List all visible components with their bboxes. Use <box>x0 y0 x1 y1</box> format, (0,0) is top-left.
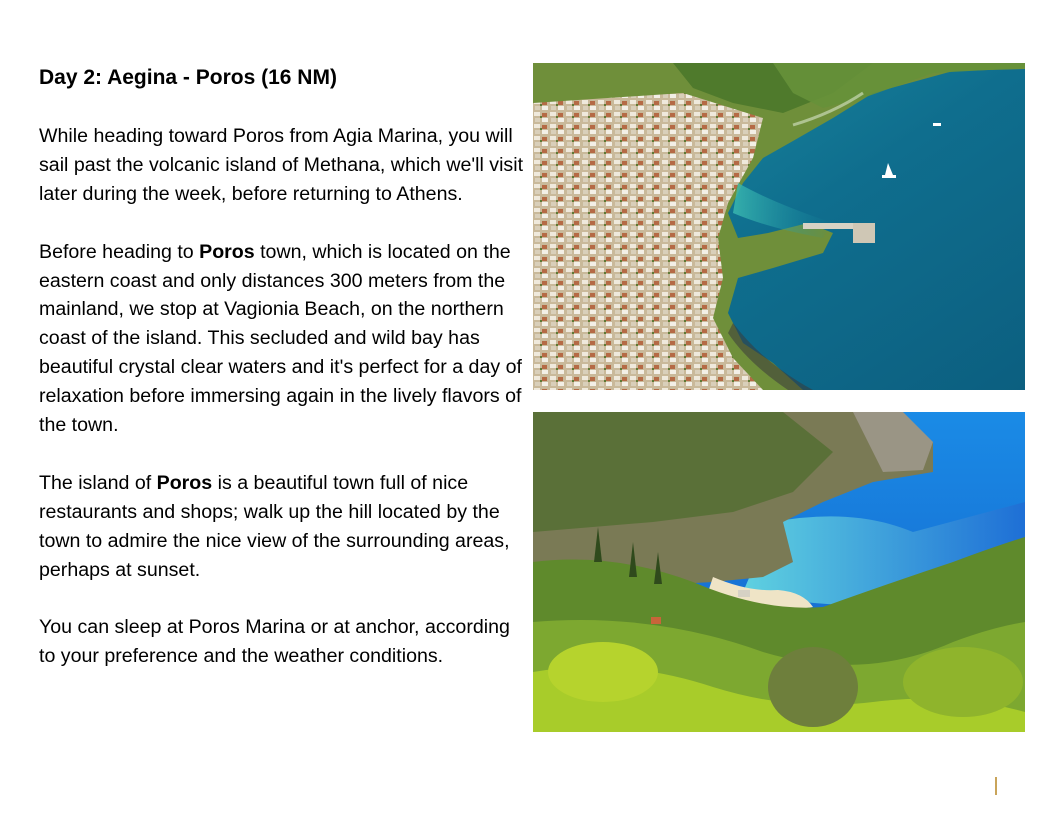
paragraph-3-lead: The island of <box>39 471 157 494</box>
paragraph-1 <box>39 122 525 209</box>
paragraph-4 <box>39 613 525 671</box>
body-text <box>39 122 525 671</box>
page-number-marker <box>995 777 997 795</box>
paragraph-3-bold: Poros <box>156 471 213 494</box>
paragraph-4-text: You can sleep at Poros Marina or at anchor, according to your preference and the weather conditions. <box>39 616 510 668</box>
paragraph-2-rest: town, which is located on the eastern coast and only distances 300 meters from the mainland, we stop at Vagionia Beach, on the northern coast of the island. This secluded and wild bay has beautiful crystal clear waters and it's perfect for a day of relaxation before immersing again in the lively flavors of the town. <box>39 240 522 437</box>
paragraph-3 <box>39 469 525 585</box>
bay-image <box>533 412 1025 732</box>
paragraph-3-rest: is a beautiful town full of nice restaurants and shops; walk up the hill located by the town to admire the nice view of the surrounding areas, perhaps at sunset. <box>39 471 510 581</box>
coastal-town-image <box>533 63 1025 390</box>
paragraph-1-text: While heading toward Poros from Agia Marina, you will sail past the volcanic island of Methana, which we'll visit later during the week, before returning to Athens. <box>39 125 524 205</box>
paragraph-2-bold: Poros <box>199 240 255 263</box>
paragraph-2 <box>39 238 525 440</box>
photo-vagionia-bay <box>533 412 1025 732</box>
paragraph-2-lead: Before heading to <box>39 240 200 263</box>
photo-coastal-town <box>533 63 1025 390</box>
slide-title: Day 2: Aegina - Poros (16 NM) <box>39 66 337 89</box>
